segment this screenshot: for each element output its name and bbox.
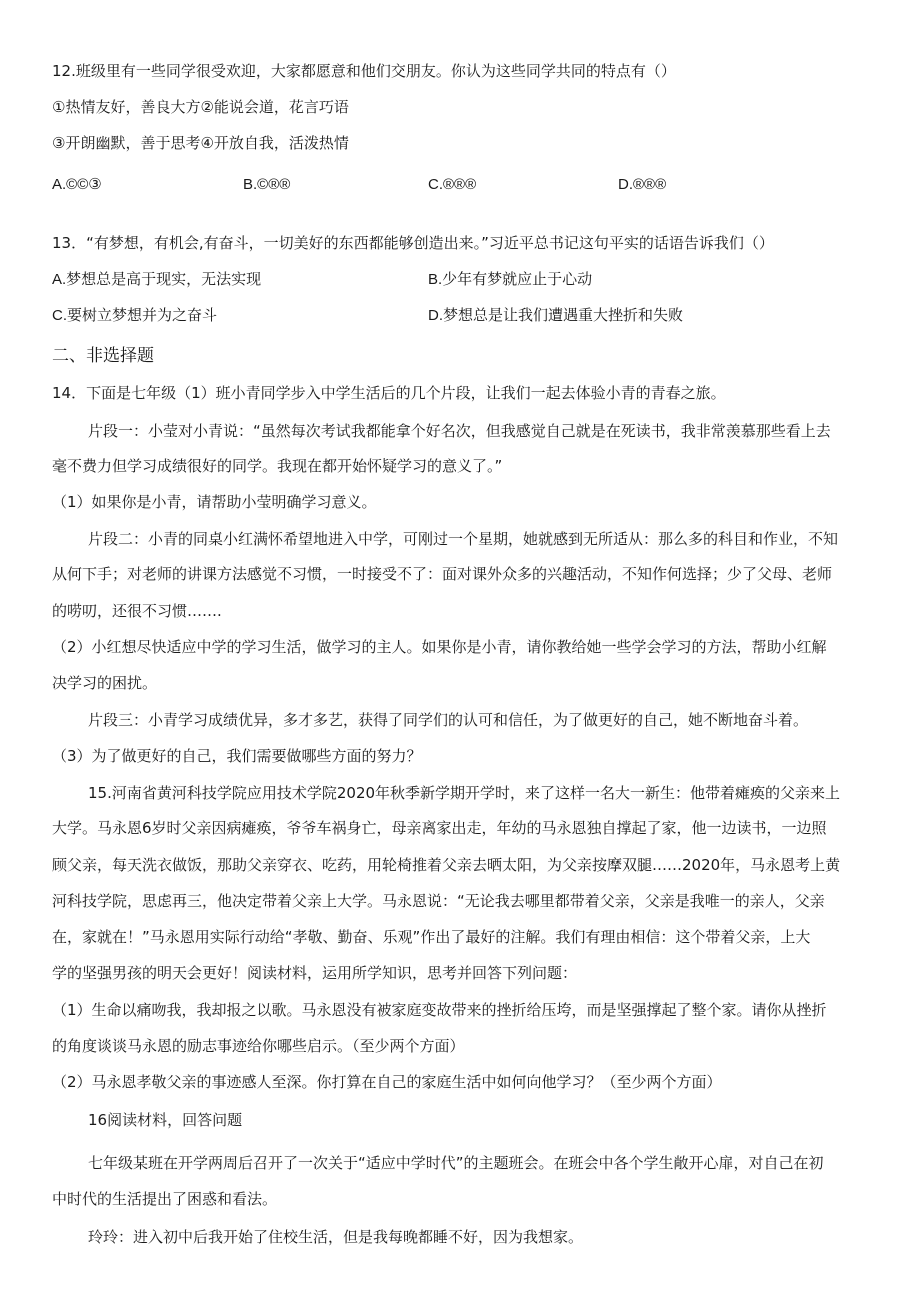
q16-stem: 16阅读材料，回答问题: [88, 1111, 243, 1129]
q12-stem: 12.班级里有一些同学很受欢迎，大家都愿意和他们交朋友。你认为这些同学共同的特点有（）: [52, 62, 676, 80]
q13-option-a[interactable]: A.梦想总是高于现实，无法实现: [52, 271, 262, 288]
q14-fragment-2-line-2: 从何下手；对老师的讲课方法感觉不习惯，一时接受不了：面对课外众多的兴趣活动，不知作何选择；少了父母、老师: [52, 565, 833, 583]
q14-subquestion-2-line-2: 决学习的困扰。: [52, 674, 158, 692]
q14-subquestion-3: （3）为了做更好的自己，我们需要做哪些方面的努力？: [52, 747, 422, 765]
q15-paragraph-line-6: 学的坚强男孩的明天会更好！阅读材料，运用所学知识，思考并回答下列问题：: [52, 964, 578, 982]
q14-fragment-1-line-1: 片段一：小莹对小青说：“虽然每次考试我都能拿个好名次，但我感觉自己就是在死读书，我非常羡慕那些看上去: [88, 422, 831, 440]
q14-subquestion-1: （1）如果你是小青，请帮助小莹明确学习意义。: [52, 493, 377, 511]
q12-choices-line-2: ③开朗幽默，善于思考④开放自我，活泼热情: [52, 134, 349, 152]
q16-paragraph-line-1: 七年级某班在开学两周后召开了一次关于“适应中学时代”的主题班会。在班会中各个学生敞开心扉，对自己在初: [88, 1154, 824, 1172]
q15-subquestion-1-line-2: 的角度谈谈马永恩的励志事迹给你哪些启示。（至少两个方面）: [52, 1037, 465, 1055]
q16-paragraph-line-3: 玲玲：进入初中后我开始了住校生活，但是我每晚都睡不好，因为我想家。: [88, 1228, 584, 1246]
section-heading: 二、非选择题: [52, 346, 154, 366]
q14-fragment-2-line-3: 的唠叨，还很不习惯…….: [52, 602, 222, 620]
q13-option-c[interactable]: C.要树立梦想并为之奋斗: [52, 307, 218, 324]
q13-stem: 13．“有梦想，有机会,有奋斗，一切美好的东西都能够创造出来。”习近平总书记这句平实的话语告诉我们（）: [52, 234, 774, 252]
q12-choices-line-1: ①热情友好，善良大方②能说会道，花言巧语: [52, 98, 349, 116]
q12-option-a[interactable]: A.©©③: [52, 176, 102, 193]
q15-paragraph-line-5: 在，家就在！”马永恩用实际行动给“孝敬、勤奋、乐观”作出了最好的注解。我们有理由相信：这个带着父亲，上大: [52, 928, 811, 946]
q14-fragment-2-line-1: 片段二：小青的同桌小红满怀希望地进入中学，可刚过一个星期，她就感到无所适从：那么多的科目和作业，不知: [88, 530, 839, 548]
q14-fragment-3: 片段三：小青学习成绩优异，多才多艺，获得了同学们的认可和信任，为了做更好的自己，她不断地奋斗着。: [88, 711, 809, 729]
q15-subquestion-1-line-1: （1）生命以痛吻我，我却报之以歌。马永恩没有被家庭变故带来的挫折给压垮，而是坚强撑起了整个家。请你从挫折: [52, 1001, 827, 1019]
q12-option-b[interactable]: B.©®®: [243, 176, 291, 193]
q15-subquestion-2: （2）马永恩孝敬父亲的事迹感人至深。你打算在自己的家庭生活中如何向他学习？（至少两个方面）: [52, 1073, 722, 1091]
q13-option-d[interactable]: D.梦想总是让我们遭遇重大挫折和失败: [428, 307, 684, 324]
q14-stem: 14．下面是七年级（1）班小青同学步入中学生活后的几个片段，让我们一起去体验小青的青春之旅。: [52, 384, 726, 402]
q15-paragraph-line-4: 河科技学院，思虑再三，他决定带着父亲上大学。马永恩说：“无论我去哪里都带着父亲，父亲是我唯一的亲人，父亲: [52, 892, 825, 910]
q14-fragment-1-line-2: 毫不费力但学习成绩很好的同学。我现在都开始怀疑学习的意义了。”: [52, 457, 503, 475]
q12-option-d[interactable]: D.®®®: [618, 176, 667, 193]
q16-paragraph-line-2: 中时代的生活提出了困惑和看法。: [52, 1190, 278, 1208]
q14-subquestion-2-line-1: （2）小红想尽快适应中学的学习生活，做学习的主人。如果你是小青，请你教给她一些学会学习的方法，帮助小红解: [52, 638, 827, 656]
q13-option-b[interactable]: B.少年有梦就应止于心动: [428, 271, 593, 288]
q15-paragraph-line-2: 大学。马永恩6岁时父亲因病瘫痪，爷爷车祸身亡，母亲离家出走，年幼的马永恩独自撑起了家，他一边读书，一边照: [52, 819, 827, 837]
q12-option-c[interactable]: C.®®®: [428, 176, 477, 193]
q15-paragraph-line-3: 顾父亲，每天洗衣做饭，那助父亲穿衣、吃药，用轮椅推着父亲去晒太阳，为父亲按摩双腿……2020年，马永恩考上黄: [52, 856, 841, 874]
q15-paragraph-line-1: 15.河南省黄河科技学院应用技术学院2020年秋季新学期开学时，来了这样一名大一新生：他带着瘫痪的父亲来上: [88, 784, 841, 802]
